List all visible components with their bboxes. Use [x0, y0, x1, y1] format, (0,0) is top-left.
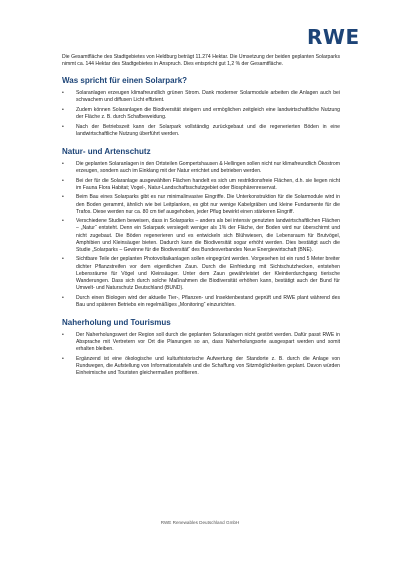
list-item	[62, 107, 340, 121]
list-item	[62, 332, 340, 353]
bullet-icon: •	[62, 161, 64, 168]
intro-paragraph: Die Gesamtfläche des Stadtgebietes von Heldburg beträgt 11.274 Hektar. Die Umsetzung der beiden geplanten Solarparks nimmt ca. 144 Hektar des Stadtgebietes in Anspruch. Dies entspricht gut 1,2 % der Gesamtfläche.	[62, 54, 340, 68]
bullet-icon: •	[62, 177, 64, 184]
list-item-text: Verschiedene Studien beweisen, dass in Solarparks – anders als bei intensiv genutzten landwirtschaftlichen Flächen – „Natur“ entsteht. Denn ein Solarpark versiegelt weniger als 1% der Fläche, der Boden wird nur überschirmt und nicht zugebaut. Die Böden regenerieren und es entwickeln sich Blühwiesen, die Lebensraum für Brutvögel, Amphibien und Kleinsäuger bieten. Dadurch kann die Biodiversität sogar erhöht werden. Dies bestätigt auch die Studie „Solarparks – Gewinne für die Biodiversität“ des Bundesverbandes Neue Energiewirtschaft (BNE).	[76, 218, 340, 253]
bullet-icon: •	[62, 218, 64, 225]
list-item-text: Beim Bau eines Solarparks gibt es nur minimalinvasive Eingriffe. Die Unterkonstruktion für die Solarmodule wird in den Boden gerammt, ähnlich wie bei Leitplanken, es gibt nur wenige Kabelgräben und kleine Fundamente für die Trafos. Diese werden nur ca. 80 cm tief ausgehoben, jeder Pflug bewirkt einen stärkeren Eingriff.	[76, 194, 340, 215]
document-body	[62, 54, 340, 380]
list-item	[62, 194, 340, 215]
list-item	[62, 256, 340, 292]
list-item-text: Ergänzend ist eine ökologische und kulturhistorische Aufwertung der Standorte z. B. durch die Anlage von Rundwegen, die Aufstellung von Informationstafeln und die Schaffung von Sitzmöglichkeiten geplant. Davon würden Einheimische und Touristen gleichermaßen profitieren.	[76, 355, 340, 377]
list-item	[62, 161, 340, 175]
bullet-icon: •	[62, 256, 64, 263]
list-item-text: Die geplanten Solaranlagen in den Ortsteilen Gompertshausen & Hellingen sollen nicht nur klimafreundlich Ökostrom erzeugen, sondern auch im Einklang mit der Natur errichtet und betrieben werden.	[76, 161, 340, 175]
section-title-solarpark: Was spricht für einen Solarpark?	[62, 76, 188, 86]
bullet-icon: •	[62, 107, 64, 114]
bullet-icon: •	[62, 294, 64, 301]
list-item-text: Bei der für die Solaranlage ausgewählten Flächen handelt es sich um restriktionsfreie Flächen, d.h. sie liegen nicht im Fauna Flora Habitat; Vogel-, Natur-Landschaftsschutzgebiet oder Biosphärenreservat.	[76, 177, 340, 191]
footer-company: RWE Renewables Deutschland GmbH	[160, 520, 240, 525]
bullet-list-naturschutz	[62, 161, 340, 309]
list-item-text: Zudem können Solaranlagen die Biodiversität steigern und ermöglichen zeitgleich eine landwirtschaftliche Nutzung der Fläche z. B. durch Schafbeweidung.	[76, 107, 340, 121]
section-title-naherholung: Naherholung und Tourismus	[62, 317, 171, 327]
bullet-icon: •	[62, 90, 64, 97]
bullet-icon: •	[62, 331, 64, 338]
list-item	[62, 178, 340, 192]
bullet-icon: •	[62, 355, 64, 362]
bullet-list-naherholung	[62, 332, 340, 377]
list-item-text: Durch einen Biologen wird der aktuelle Tier-, Pflanzen- und Insektenbestand geprüft und RWE plant während des Bau und späteren Betriebs ein regelmäßiges „Monitoring“ einzurichten.	[76, 294, 340, 308]
bullet-icon: •	[62, 123, 64, 130]
list-item	[62, 356, 340, 377]
section-title-naturschutz: Natur- und Artenschutz	[62, 147, 151, 157]
bullet-icon: •	[62, 194, 64, 201]
list-item-text: Nach der Betriebszeit kann der Solarpark vollständig zurückgebaut und die regenerierten Böden in eine landwirtschaftliche Nutzung überführt werden.	[76, 123, 340, 137]
list-item-text: Der Naherholungswert der Region soll durch die geplanten Solaranlagen nicht gestört werden. Dafür passt RWE in Absprache mit Vertretern vor Ort die Planungen so an, dass Naherholungsorte ausgespart werden und somit erhalten bleiben.	[76, 331, 340, 353]
list-item	[62, 124, 340, 138]
rwe-logo: RWE	[307, 25, 360, 49]
list-item-text: Solaranlagen erzeugen klimafreundlich grünen Strom. Dank moderner Solarmodule arbeiten die Anlagen auch bei schwachem und diffusen Licht effizient.	[76, 90, 340, 104]
list-item	[62, 218, 340, 254]
list-item	[62, 295, 340, 309]
list-item	[62, 90, 340, 104]
bullet-list-solarpark	[62, 90, 340, 138]
list-item-text: Sichtbare Teile der geplanten Photovoltaikanlagen sollen eingegrünt werden. Vorgesehen ist ein rund 5 Meter breiter dichter Pflanzstreifen vor dem eigentlichen Zaun. Durch die Einfriedung mit Sichtschutzhecken, entstehen Lebensräume für Vögel und Kleinsäuger. Unter dem Zaun gewährleistet der Kleintierdurchgang tierische Wanderungen. Dass sich durch solche Maßnahmen die Biodiversität erhöhen kann, bestätigt auch der Bund für Umwelt- und Naturschutz Deutschland (BUND).	[76, 256, 340, 292]
